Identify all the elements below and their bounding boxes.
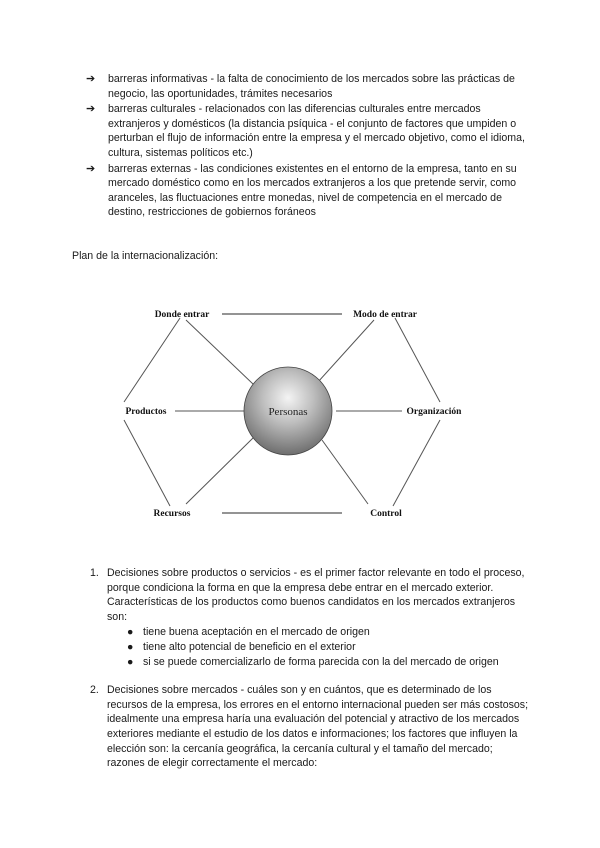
item-text: Decisiones sobre productos o servicios - es el primer factor relevante en todo el proceso, porque condiciona la forma en que la empresa debe entrar en el mercado exterior. Características de los productos como buenos candidatos en los mercados extranjeros son: [107, 567, 525, 623]
connector-topleft-left [124, 318, 180, 402]
bullet-icon: ● [127, 626, 134, 639]
bullet-icon: ● [127, 655, 134, 668]
list-item [86, 72, 526, 101]
spoke-topleft [186, 320, 253, 384]
list-item [127, 655, 530, 670]
node-control: Control [370, 509, 402, 519]
item-text: Decisiones sobre mercados - cuáles son y en cuántos, que es determinado de los recursos de la empresa, los errores en el entorno internacional pueden ser más costosos; idealmente una empresa haría una evaluación del potencial y atractivo de los mercados exteriores mediante el estudio de los datos e informaciones; los factores que influyen la elección son: la cercanía geográfica, la cercanía cultural y el tamaño del mercado; razones de elegir correctamente el mercado: [107, 684, 529, 770]
list-item [86, 102, 526, 160]
list-item [90, 566, 530, 669]
bullet-text: tiene buena aceptación en el mercado de origen [143, 626, 370, 639]
node-organizacion: Organización [406, 407, 462, 417]
bullet-text: si se puede comercializarlo de forma parecida con la del mercado de origen [143, 655, 499, 668]
spoke-bottomleft [186, 438, 253, 504]
spoke-topright [318, 320, 374, 382]
node-productos: Productos [125, 407, 167, 417]
node-modo-de-entrar: Modo de entrar [353, 310, 417, 320]
list-item [127, 640, 530, 655]
item-number: 1. [90, 567, 99, 579]
barrier-text: barreras informativas - la falta de conocimiento de los mercados sobre las prácticas de negocio, las oportunidades, trámites necesarios [108, 73, 515, 100]
diagram-svg [110, 298, 470, 530]
arrow-right-icon: ➔ [86, 73, 96, 85]
section-heading: Plan de la internacionalización: [72, 250, 219, 262]
node-recursos: Recursos [153, 509, 191, 519]
node-donde-entrar: Donde entrar [154, 310, 210, 320]
list-item [86, 162, 526, 220]
bullet-text: tiene alto potencial de beneficio en el exterior [143, 640, 356, 653]
internationalization-diagram [110, 298, 470, 530]
connector-left-bottomleft [124, 420, 170, 506]
decisions-list [90, 566, 530, 771]
connector-topright-right [395, 318, 440, 402]
arrow-right-icon: ➔ [86, 103, 96, 116]
bullet-icon: ● [127, 640, 134, 653]
barrier-text: barreras culturales - relacionados con las diferencias culturales entre mercados extranjeros y domésticos (la distancia psíquica - el conjunto de factores que umpiden o perturban el flujo de información entre la empresa y el mercado objetivo, como el idioma, cultura, sistemas políticos etc.) [108, 103, 525, 159]
spoke-bottomright [322, 440, 368, 504]
center-label: Personas [268, 406, 308, 418]
barriers-list [86, 72, 526, 221]
product-criteria-list [107, 625, 530, 669]
connector-right-bottomright [393, 420, 440, 506]
list-item [127, 625, 530, 640]
arrow-right-icon: ➔ [86, 162, 96, 175]
item-number: 2. [90, 684, 99, 697]
barrier-text: barreras externas - las condiciones existentes en el entorno de la empresa, tanto en su mercado doméstico como en los mercados extranjeros a los que pretende servir, como aranceles, las fluctuaciones entre monedas, nivel de competencia en el mercado de destino, restricciones de gobiernos foráneos [108, 162, 517, 219]
list-item [90, 683, 530, 771]
